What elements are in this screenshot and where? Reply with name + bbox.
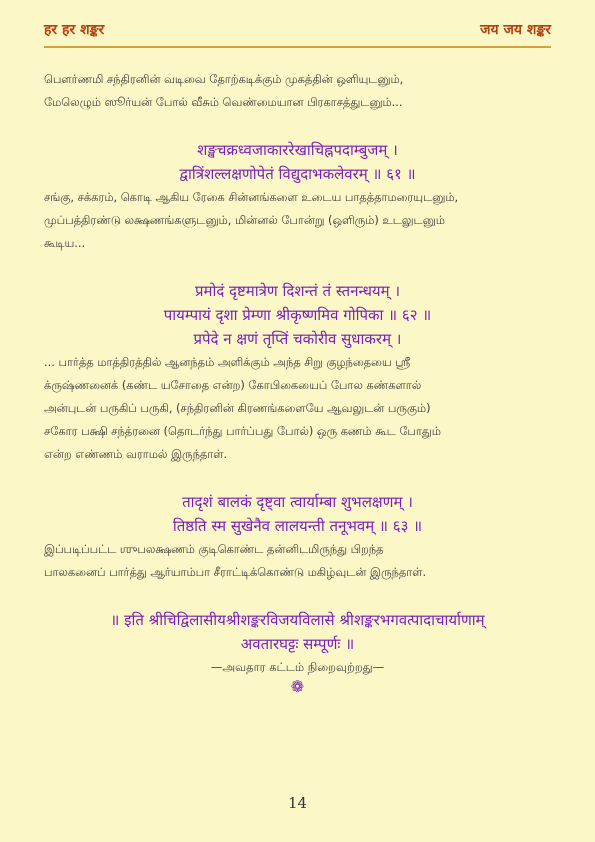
verse-line: प्रपेदे न क्षणं तृप्तिं चकोरीव सुधाकरम् । bbox=[193, 330, 402, 348]
tamil-paragraph-3 bbox=[44, 351, 551, 466]
page-number: 14 bbox=[287, 794, 308, 812]
header-right-text: जय जय शङ्कर bbox=[480, 22, 551, 38]
text-line: கூடிய... bbox=[44, 236, 86, 250]
spacer bbox=[44, 466, 551, 490]
verse-line: तिष्ठति स्म सुखेनैव लालयन्ती तनूभवम् ॥ ६३ ॥ bbox=[172, 517, 423, 535]
verse-line: प्रमोदं दृष्टमात्रेण दिशन्तं तं स्तनन्धयम् । bbox=[194, 282, 401, 300]
sanskrit-verse-63 bbox=[44, 490, 551, 538]
header-left-text: हर हर शङ्कर bbox=[44, 22, 105, 38]
text-line: அன்புடன் பருகிப் பருகி, (சந்திரனின் கிரணங்களையே ஆவலுடன் பருகும்) bbox=[44, 401, 431, 415]
text-line: இப்படிப்பட்ட ஶுபலக்ஷணம் குடிகொண்ட தன்னிடமிருந்து பிறந்த bbox=[44, 542, 384, 556]
verse-line: तादृशं बालकं दृष्ट्वा त्वार्याम्बा शुभलक्षणम् । bbox=[182, 493, 413, 511]
text-line: சகோர பக்ஷி சந்த்ரனை (தொடர்ந்து பார்ப்பது போல்) ஒரு கணம் கூட போதும் bbox=[44, 424, 441, 438]
verse-line: शङ्खचक्रध्वजाकाररेखाचिह्नपदाम्बुजम् । bbox=[197, 141, 398, 159]
verse-line: द्वात्रिंशल्लक्षणोपेतं विद्युदाभकलेवरम् ॥ ६१ ॥ bbox=[179, 165, 416, 183]
spacer bbox=[44, 114, 551, 138]
sanskrit-verse-62 bbox=[44, 279, 551, 351]
text-line: ... பார்த்த மாத்திரத்தில் ஆனந்தம் அளிக்கும் அந்த சிறு குழந்தையை ஸ்ரீ bbox=[44, 355, 411, 369]
tamil-paragraph-4 bbox=[44, 538, 551, 584]
verse-line: पायम्पायं दृशा प्रेम्णा श्रीकृष्णमिव गोपिका ॥ ६२ ॥ bbox=[163, 306, 432, 324]
text-line: க்ருஷ்ணனைக் (கண்ட யசோதை என்ற) கோபிகையைப் போல கண்களால் bbox=[44, 378, 422, 392]
tamil-paragraph-1 bbox=[44, 68, 551, 114]
chapter-end-note: —அவதார கட்டம் நிறைவுற்றது— bbox=[210, 660, 385, 674]
verse-line: ॥ इति श्रीचिद्विलासीयश्रीशङ्करविजयविलासे श्रीशङ्करभगवत्पादाचार्याणाम् bbox=[110, 611, 485, 629]
text-line: பாலகனைப் பார்த்து ஆர்யாம்பா சீராட்டிக்கொண்டு மகிழ்வுடன் இருந்தாள். bbox=[44, 565, 427, 579]
text-line: மேலெழும் ஸூர்யன் போல் வீசும் வெண்மையான பிரகாசத்துடனும்... bbox=[44, 95, 403, 109]
text-line: சங்கு, சக்கரம், கொடி ஆகிய ரேகை சின்னங்களை உடைய பாதத்தாமரையுடனும், bbox=[44, 190, 459, 204]
verse-line: अवतारघट्टः सम्पूर्णः ॥ bbox=[240, 635, 355, 653]
text-line: பௌர்ணமி சந்திரனின் வடிவை தோற்கடிக்கும் முகத்தின் ஒளியுடனும், bbox=[44, 72, 404, 86]
sanskrit-verse-61 bbox=[44, 138, 551, 186]
sanskrit-colophon bbox=[44, 608, 551, 656]
text-line: முப்பத்திரண்டு லக்ஷணங்களுடனும், மின்னல் போன்று (ஒளிரும்) உடலுடனும் bbox=[44, 213, 445, 227]
spacer bbox=[44, 255, 551, 279]
text-line: என்ற எண்ணம் வராமல் இருந்தாள். bbox=[44, 447, 228, 461]
flower-ornament-icon: ❁ bbox=[290, 677, 305, 696]
tamil-paragraph-2 bbox=[44, 186, 551, 255]
spacer bbox=[44, 584, 551, 608]
page-header bbox=[44, 20, 551, 46]
header-divider bbox=[44, 46, 551, 48]
page-content bbox=[44, 68, 551, 696]
